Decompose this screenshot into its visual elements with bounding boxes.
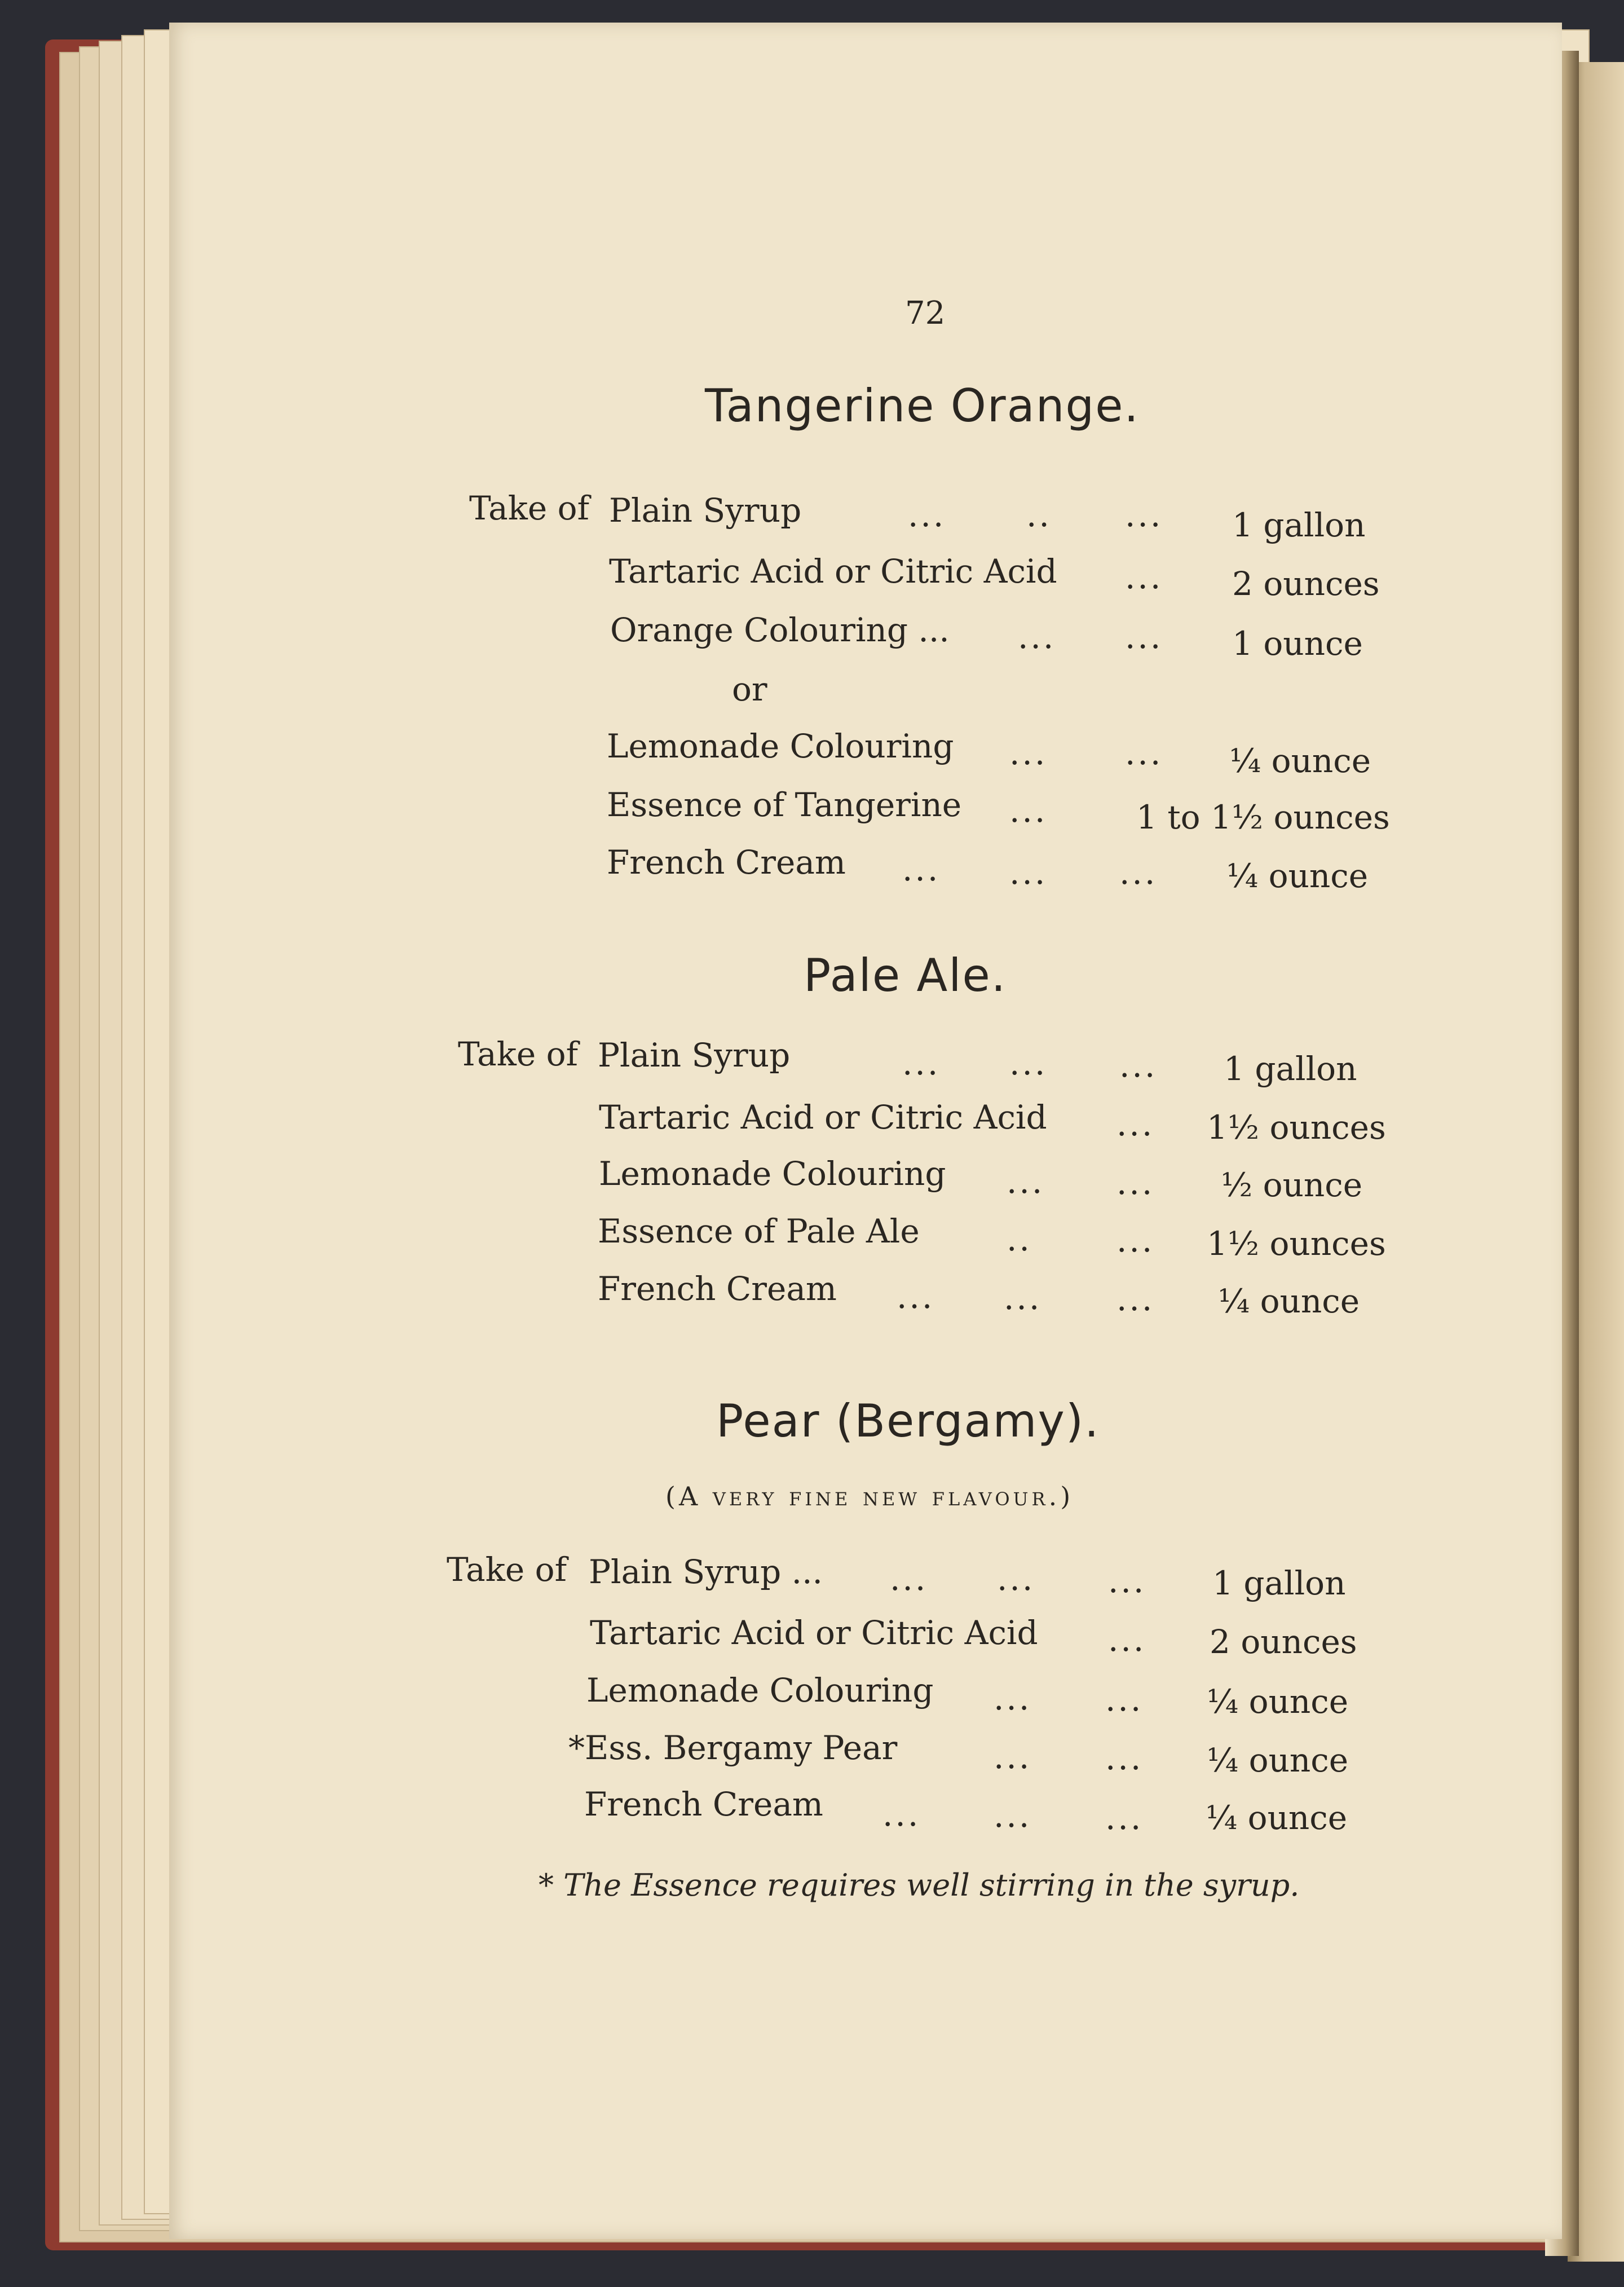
leader-dots: ...	[994, 1679, 1032, 1717]
leader-dots: ...	[1009, 734, 1048, 772]
ingredient-name: French Cream	[607, 843, 846, 882]
ingredient-quantity: 1½ ounces	[1207, 1224, 1386, 1263]
leader-dots: ...	[1119, 853, 1158, 892]
ingredient-quantity: 1 gallon	[1224, 1050, 1357, 1088]
take-of-label: Take of	[447, 1550, 567, 1589]
leader-dots: ...	[1105, 1739, 1144, 1777]
ingredient-name: Essence of Pale Ale	[598, 1212, 920, 1250]
leader-dots: ...	[1116, 1280, 1155, 1318]
ingredient-quantity: 2 ounces	[1210, 1623, 1357, 1661]
page-number: 72	[905, 295, 946, 332]
leader-dots: ...	[1116, 1164, 1155, 1202]
leader-dots: ...	[1009, 791, 1048, 830]
leader-dots: ...	[1105, 1680, 1144, 1718]
ingredient-quantity: ½ ounce	[1221, 1166, 1363, 1204]
leader-dots: ...	[1125, 496, 1163, 534]
ingredient-name: Plain Syrup ...	[589, 1553, 823, 1591]
leader-dots: ...	[902, 850, 941, 888]
ingredient-quantity: ¼ ounce	[1229, 742, 1371, 780]
ingredient-name: French Cream	[584, 1785, 823, 1823]
leader-dots: ...	[997, 1559, 1035, 1598]
ingredient-quantity: ¼ ounce	[1207, 1741, 1349, 1779]
footnote: * The Essence requires well stirring in the syrup.	[539, 1867, 1300, 1903]
leader-dots: ...	[1108, 1620, 1146, 1659]
ingredient-quantity: ¼ ounce	[1218, 1282, 1360, 1320]
leader-dots: ...	[890, 1559, 928, 1598]
leader-dots: ...	[908, 496, 946, 534]
leader-dots: ...	[882, 1795, 921, 1834]
leader-dots: ...	[1119, 1046, 1158, 1085]
ingredient-name: Tartaric Acid or Citric Acid	[599, 1098, 1047, 1136]
leader-dots: ...	[902, 1044, 941, 1082]
leader-dots: ..	[1007, 1220, 1032, 1258]
alternative-or: or	[732, 670, 767, 708]
leader-dots: ...	[994, 1738, 1032, 1776]
leader-dots: ...	[994, 1796, 1032, 1835]
recipe-title: Pale Ale.	[804, 949, 1007, 1002]
leader-dots: ...	[1009, 1044, 1048, 1082]
ingredient-name: Orange Colouring ...	[610, 611, 950, 649]
ingredient-quantity: 1 to 1½ ounces	[1136, 798, 1390, 836]
leader-dots: ...	[1018, 618, 1056, 656]
ingredient-quantity: ¼ ounce	[1207, 1682, 1349, 1721]
ingredient-name: Lemonade Colouring	[607, 727, 954, 765]
take-of-label: Take of	[458, 1035, 579, 1073]
leader-dots: ...	[897, 1277, 935, 1316]
ingredient-quantity: 1 gallon	[1232, 506, 1366, 544]
recipe-title: Tangerine Orange.	[705, 380, 1140, 432]
leader-dots: ...	[1116, 1105, 1155, 1143]
leader-dots: ..	[1026, 496, 1052, 534]
ingredient-name: Tartaric Acid or Citric Acid	[590, 1614, 1038, 1652]
ingredient-quantity: 1½ ounces	[1207, 1108, 1386, 1147]
ingredient-name: Lemonade Colouring	[599, 1154, 946, 1193]
ingredient-name: Plain Syrup	[598, 1036, 791, 1074]
book-page	[169, 23, 1562, 2239]
ingredient-quantity: 1 gallon	[1212, 1564, 1346, 1602]
ingredient-quantity: 2 ounces	[1232, 565, 1380, 603]
ingredient-quantity: 1 ounce	[1232, 624, 1363, 663]
leader-dots: ...	[1116, 1221, 1155, 1259]
leader-dots: ...	[1125, 618, 1163, 656]
ingredient-name: *Ess. Bergamy Pear	[568, 1729, 898, 1767]
leader-dots: ...	[1125, 734, 1163, 772]
leader-dots: ...	[1108, 1562, 1146, 1600]
ingredient-name: Tartaric Acid or Citric Acid	[609, 552, 1057, 591]
ingredient-name: Plain Syrup	[609, 491, 802, 530]
leader-dots: ...	[1105, 1799, 1144, 1837]
recipe-title: Pear (Bergamy).	[716, 1395, 1100, 1447]
leader-dots: ...	[1004, 1279, 1042, 1317]
ingredient-name: Lemonade Colouring	[586, 1671, 934, 1709]
leader-dots: ...	[1125, 558, 1163, 596]
ingredient-quantity: ¼ ounce	[1226, 857, 1369, 895]
ingredient-name: French Cream	[598, 1270, 837, 1308]
leader-dots: ...	[1007, 1162, 1045, 1201]
ingredient-name: Essence of Tangerine	[607, 786, 962, 824]
leader-dots: ...	[1009, 853, 1048, 892]
take-of-label: Take of	[469, 489, 590, 527]
ingredient-quantity: ¼ ounce	[1206, 1799, 1348, 1837]
recipe-subtitle: (A very fine new flavour.)	[665, 1481, 1074, 1512]
